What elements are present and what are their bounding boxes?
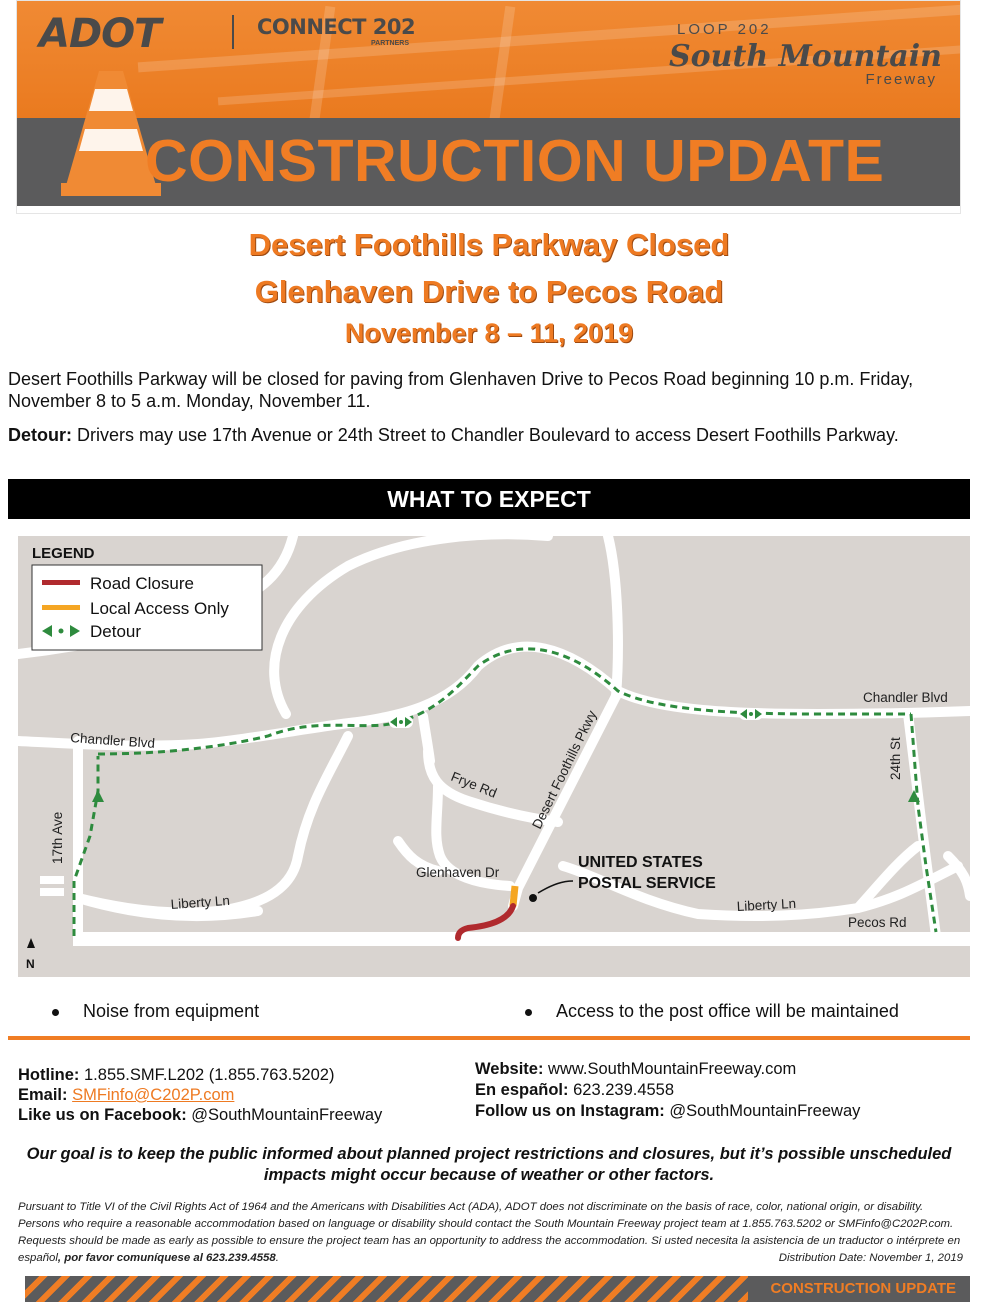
distribution-date: Distribution Date: November 1, 2019 (778, 1252, 963, 1264)
detour-paragraph (8, 424, 978, 446)
label-glenhaven: Glenhaven Dr (416, 865, 500, 880)
logo-divider (232, 15, 234, 49)
contact-email: Email: SMFinfo@C202P.com (18, 1086, 235, 1104)
post-office-marker (529, 894, 537, 902)
contact-instagram: Follow us on Instagram: @SouthMountainFreeway (475, 1102, 861, 1120)
headline-dates: November 8 – 11, 2019 (344, 318, 634, 348)
detour-text: Drivers may use 17th Avenue or 24th Street to Chandler Boulevard to access Desert Foothills Parkway. (72, 425, 899, 445)
freeway-label: Freeway (865, 71, 937, 88)
section-divider (8, 1036, 970, 1040)
legal-notice: Pursuant to Title VI of the Civil Rights Act of 1964 and the Americans with Disabilities Act (ADA), ADOT does not discriminate on the basis of race, color, national origin, or disability. Persons who require a reasonable accommodation based on language or disability should contact the South Mountain Freeway project team at 1.855.763.5202 or SMFinfo@C202P.com. Requests should be made as early as possible to ensure the project team has an opportunity to address the accommodation. Si usted necesita la asistencia de un traductor o intérprete en español, por favor comuníquese al 623.239.4558. (18, 1201, 961, 1264)
label-usps-line2: POSTAL SERVICE (578, 875, 716, 892)
contact-espanol: En español: 623.239.4558 (475, 1081, 675, 1099)
header-banner (16, 0, 961, 214)
label-liberty-west: Liberty Ln (170, 892, 231, 912)
expect-bullet-noise: Noise from equipment (52, 1001, 259, 1022)
detour-label: Detour: (8, 425, 72, 445)
adot-logo: ADOT (39, 11, 161, 57)
what-to-expect-header: WHAT TO EXPECT (8, 479, 970, 519)
label-liberty-east: Liberty Ln (736, 895, 797, 914)
road-pecos (73, 932, 970, 946)
label-chandler-east: Chandler Blvd (863, 690, 948, 705)
goal-statement: Our goal is to keep the public informed about planned project restrictions and closures, but it’s possible unscheduled impacts might occur because of weather or other factors. (26, 1145, 952, 1184)
road-frye-north (423, 716, 430, 761)
south-mountain-logo: South Mountain (669, 39, 942, 74)
label-pecos: Pecos Rd (848, 915, 907, 930)
legend-title: LEGEND (32, 545, 95, 562)
detour-map (18, 536, 970, 977)
expect-bullet-post-office: Access to the post office will be maintained (525, 1001, 899, 1022)
banner-title: CONSTRUCTION UPDATE (145, 128, 885, 194)
intro-paragraph: Desert Foothills Parkway will be closed for paving from Glenhaven Drive to Pecos Road beginning 10 p.m. Friday, November 8 to 5 a.m. Monday, November 11. (8, 369, 914, 411)
label-24th-st: 24th St (888, 737, 903, 780)
contact-hotline: Hotline: 1.855.SMF.L202 (1.855.763.5202) (18, 1066, 335, 1084)
map-legend (32, 565, 262, 650)
label-desert-foothills: Desert Foothills Pkwy (529, 708, 600, 832)
label-usps-line1: UNITED STATES (578, 854, 703, 871)
headline-limits: Glenhaven Drive to Pecos Road (254, 274, 724, 309)
label-frye-rd: Frye Rd (448, 768, 500, 801)
local-access-segment (513, 886, 515, 906)
legend-detour: Detour (90, 622, 142, 641)
contact-facebook: Like us on Facebook: @SouthMountainFreeway (18, 1106, 383, 1124)
footer-label: CONSTRUCTION UPDATE (748, 1276, 970, 1302)
connect202-logo: CONNECT 202 (257, 15, 416, 39)
svg-text:N: N (26, 957, 35, 971)
label-chandler-west: Chandler Blvd (69, 730, 156, 751)
legend-road-closure: Road Closure (90, 574, 194, 593)
label-17th-ave: 17th Ave (50, 811, 65, 864)
loop202-label: LOOP 202 (677, 21, 772, 38)
connect202-partners: PARTNERS (371, 40, 409, 47)
email-link[interactable]: SMFinfo@C202P.com (72, 1086, 235, 1104)
legend-local-access: Local Access Only (90, 599, 229, 618)
headline-closure: Desert Foothills Parkway Closed (248, 227, 730, 262)
contact-website: Website: www.SouthMountainFreeway.com (475, 1060, 797, 1078)
footer-bar (25, 1276, 970, 1302)
